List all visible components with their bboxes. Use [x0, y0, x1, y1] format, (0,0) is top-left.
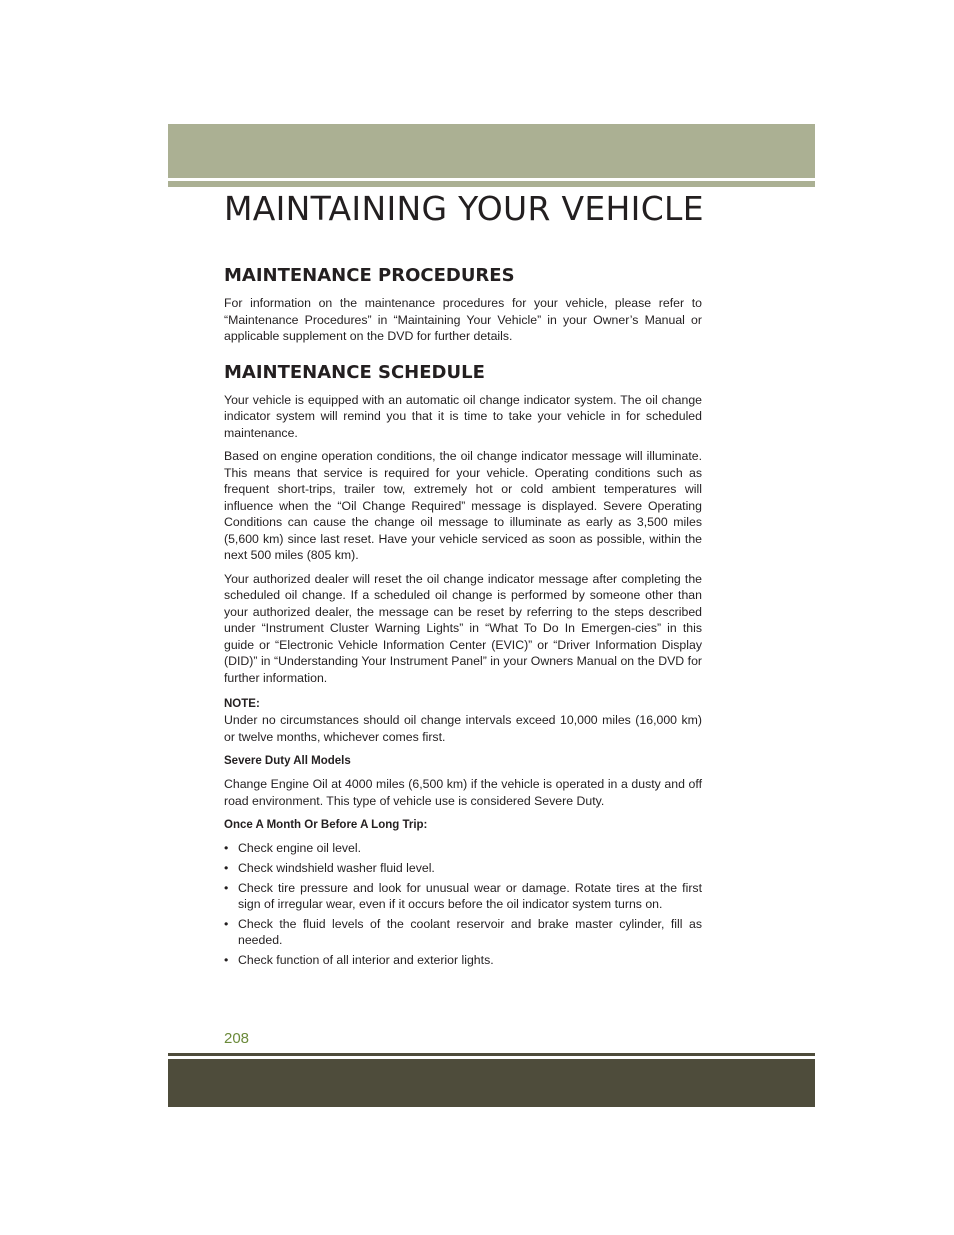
list-item-text: Check tire pressure and look for unusual wear or damage. Rotate tires at the first sign of irregular wear, even if it occurs before the oil indicator system turns on. [238, 881, 702, 911]
list-item-text: Check the fluid levels of the coolant reservoir and brake master cylinder, fill as needed. [238, 917, 702, 947]
page-content [224, 262, 702, 972]
footer-rule [168, 1053, 815, 1056]
bullet-icon: • [224, 953, 229, 967]
schedule-paragraph-3: Your authorized dealer will reset the oil change indicator message after completing the scheduled oil change. If a scheduled oil change is performed by someone other than your authorized dealer, the message can be reset by referring to the steps described under “Instrument Cluster Warning Lights” in “What To Do In Emergen-cies” in this guide or “Electronic Vehicle Information Center (EVIC)” or “Driver Information Display (DID)” in “Understanding Your Instrument Panel” in your Owners Manual on the DVD for further information. [224, 571, 702, 685]
list-item-text: Check windshield washer fluid level. [238, 861, 435, 875]
page-number: 208 [224, 1030, 250, 1047]
severe-duty-paragraph: Change Engine Oil at 4000 miles (6,500 km) if the vehicle is operated in a dusty and off road environment. This type of vehicle use is considered Severe Duty. [224, 777, 702, 808]
monthly-check-heading: Once A Month Or Before A Long Trip: [224, 819, 428, 831]
list-item [224, 840, 702, 856]
bullet-icon: • [224, 917, 229, 931]
list-item [224, 916, 702, 948]
footer-band [168, 1059, 815, 1107]
schedule-paragraph-1: Your vehicle is equipped with an automatic oil change indicator system. The oil change indicator system will remind you that it is time to take your vehicle in for scheduled maintenance. [224, 392, 702, 440]
note-label: NOTE: [224, 698, 260, 710]
schedule-paragraph-2: Based on engine operation conditions, the oil change indicator message will illuminate. This means that service is required for your vehicle. Operating conditions such as frequent short-trips, trailer tow, extremely hot or cold ambient temperatures will influence when the “Oil Change Required” message is displayed. Severe Operating Conditions can cause the change oil message to illuminate as early as 3,500 miles (5,600 km) since last reset. Have your vehicle serviced as soon as possible, within the next 500 miles (805 km). [224, 449, 702, 562]
monthly-check-list [224, 840, 702, 968]
severe-duty-heading: Severe Duty All Models [224, 755, 351, 767]
bullet-icon: • [224, 881, 229, 895]
procedures-paragraph: For information on the maintenance procedures for your vehicle, please refer to “Maintenance Procedures” in “Maintaining Your Vehicle” in your Owner’s Manual or applicable supplement on the DVD for further details. [224, 296, 702, 343]
list-item [224, 880, 702, 912]
chapter-title: MAINTAINING YOUR VEHICLE [224, 189, 704, 228]
list-item-text: Check function of all interior and exterior lights. [238, 953, 494, 967]
section-heading-procedures: MAINTENANCE PROCEDURES [224, 265, 515, 286]
list-item [224, 952, 702, 968]
list-item [224, 860, 702, 876]
list-item-text: Check engine oil level. [238, 841, 362, 855]
header-band [168, 124, 815, 178]
bullet-icon: • [224, 841, 229, 855]
section-heading-schedule: MAINTENANCE SCHEDULE [224, 361, 485, 383]
note-text: Under no circumstances should oil change intervals exceed 10,000 miles (16,000 km) or twelve months, whichever comes first. [224, 713, 702, 744]
bullet-icon: • [224, 861, 229, 875]
